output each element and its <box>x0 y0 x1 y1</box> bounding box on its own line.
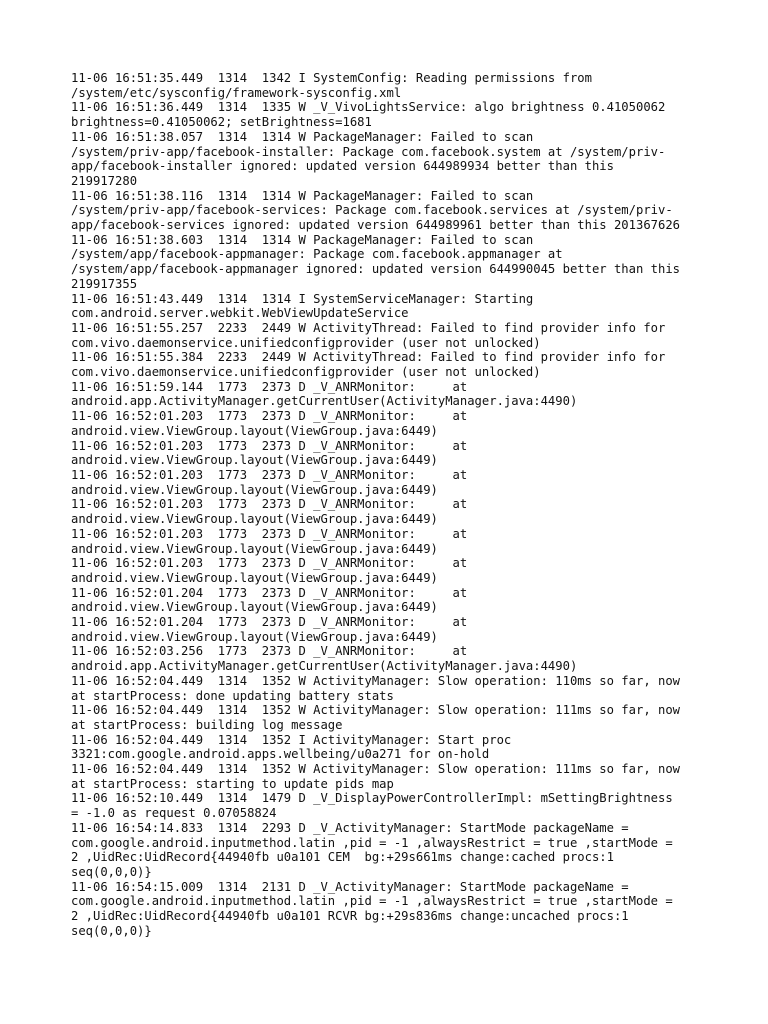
log-line: android.view.ViewGroup.layout(ViewGroup.java:6449) <box>71 600 438 615</box>
log-line: 2 ,UidRec:UidRecord{44940fb u0a101 RCVR bg:+29s836ms change:uncached procs:1 <box>71 909 629 924</box>
log-line: /system/app/facebook-appmanager ignored: updated version 644990045 better than this <box>71 262 681 277</box>
log-line: 11-06 16:51:38.603 1314 1314 W PackageManager: Failed to scan <box>71 232 534 247</box>
log-line: 219917355 <box>71 276 138 291</box>
log-line: at startProcess: building log message <box>71 717 343 732</box>
log-line: 11-06 16:52:10.449 1314 1479 D _V_DisplayPowerControllerImpl: mSettingBrightness <box>71 791 673 806</box>
log-line: android.view.ViewGroup.layout(ViewGroup.java:6449) <box>71 570 438 585</box>
log-line: android.view.ViewGroup.layout(ViewGroup.java:6449) <box>71 482 438 497</box>
log-line: android.view.ViewGroup.layout(ViewGroup.java:6449) <box>71 541 438 556</box>
log-line: android.app.ActivityManager.getCurrentUser(ActivityManager.java:4490) <box>71 659 578 674</box>
log-line: at startProcess: starting to update pids map <box>71 776 394 791</box>
log-line: 11-06 16:54:15.009 1314 2131 D _V_ActivityManager: StartMode packageName = <box>71 879 629 894</box>
log-line: com.vivo.daemonservice.unifiedconfigprovider (user not unlocked) <box>71 335 541 350</box>
log-line: /system/etc/sysconfig/framework-sysconfig.xml <box>71 85 402 100</box>
log-line: /system/priv-app/facebook-services: Package com.facebook.services at /system/priv- <box>71 203 673 218</box>
log-line: android.view.ViewGroup.layout(ViewGroup.java:6449) <box>71 423 438 438</box>
log-line: 11-06 16:51:55.384 2233 2449 W ActivityThread: Failed to find provider info for <box>71 350 666 365</box>
log-line: 2 ,UidRec:UidRecord{44940fb u0a101 CEM bg:+29s661ms change:cached procs:1 <box>71 850 614 865</box>
log-line: 11-06 16:51:38.116 1314 1314 W PackageManager: Failed to scan <box>71 188 534 203</box>
log-line: 11-06 16:51:55.257 2233 2449 W ActivityThread: Failed to find provider info for <box>71 320 666 335</box>
log-line: 11-06 16:52:04.449 1314 1352 W ActivityManager: Slow operation: 110ms so far, now <box>71 673 681 688</box>
log-line: com.android.server.webkit.WebViewUpdateService <box>71 306 409 321</box>
log-line: = -1.0 as request 0.07058824 <box>71 806 277 821</box>
log-line: 11-06 16:52:01.203 1773 2373 D _V_ANRMonitor: at <box>71 526 468 541</box>
log-line: app/facebook-installer ignored: updated version 644989934 better than this <box>71 159 614 174</box>
log-line: 11-06 16:51:38.057 1314 1314 W PackageManager: Failed to scan <box>71 129 534 144</box>
log-line: 11-06 16:51:59.144 1773 2373 D _V_ANRMonitor: at <box>71 379 468 394</box>
log-line: /system/app/facebook-appmanager: Package com.facebook.appmanager at <box>71 247 563 262</box>
log-line: 11-06 16:52:03.256 1773 2373 D _V_ANRMonitor: at <box>71 644 468 659</box>
log-line: brightness=0.41050062; setBrightness=1681 <box>71 115 372 130</box>
log-text <box>71 71 711 938</box>
log-line: 219917280 <box>71 173 138 188</box>
log-line: 11-06 16:52:04.449 1314 1352 I ActivityManager: Start proc <box>71 732 512 747</box>
log-line: 11-06 16:52:01.203 1773 2373 D _V_ANRMonitor: at <box>71 409 468 424</box>
log-line: android.view.ViewGroup.layout(ViewGroup.java:6449) <box>71 512 438 527</box>
log-line: 11-06 16:52:04.449 1314 1352 W ActivityManager: Slow operation: 111ms so far, now <box>71 762 681 777</box>
log-document <box>71 71 711 938</box>
log-line: /system/priv-app/facebook-installer: Package com.facebook.system at /system/priv- <box>71 144 666 159</box>
log-line: com.google.android.inputmethod.latin ,pid = -1 ,alwaysRestrict = true ,startMode = <box>71 835 673 850</box>
log-line: 11-06 16:52:01.204 1773 2373 D _V_ANRMonitor: at <box>71 615 468 630</box>
log-line: android.app.ActivityManager.getCurrentUser(ActivityManager.java:4490) <box>71 394 578 409</box>
log-line: 11-06 16:52:01.203 1773 2373 D _V_ANRMonitor: at <box>71 497 468 512</box>
log-line: 11-06 16:52:01.204 1773 2373 D _V_ANRMonitor: at <box>71 585 468 600</box>
log-line: 11-06 16:52:01.203 1773 2373 D _V_ANRMonitor: at <box>71 467 468 482</box>
log-line: 11-06 16:52:01.203 1773 2373 D _V_ANRMonitor: at <box>71 438 468 453</box>
log-line: com.vivo.daemonservice.unifiedconfigprovider (user not unlocked) <box>71 365 541 380</box>
log-line: seq(0,0,0)} <box>71 864 152 879</box>
log-line: 11-06 16:52:01.203 1773 2373 D _V_ANRMonitor: at <box>71 556 468 571</box>
log-line: android.view.ViewGroup.layout(ViewGroup.java:6449) <box>71 629 438 644</box>
log-line: 11-06 16:51:35.449 1314 1342 I SystemConfig: Reading permissions from <box>71 71 592 85</box>
log-line: android.view.ViewGroup.layout(ViewGroup.java:6449) <box>71 453 438 468</box>
log-line: 11-06 16:51:36.449 1314 1335 W _V_VivoLightsService: algo brightness 0.41050062 <box>71 100 666 115</box>
log-line: app/facebook-services ignored: updated version 644989961 better than this 201367626 <box>71 218 681 233</box>
log-line: 11-06 16:54:14.833 1314 2293 D _V_ActivityManager: StartMode packageName = <box>71 820 629 835</box>
log-line: 11-06 16:51:43.449 1314 1314 I SystemServiceManager: Starting <box>71 291 534 306</box>
log-line: at startProcess: done updating battery stats <box>71 688 394 703</box>
log-line: 11-06 16:52:04.449 1314 1352 W ActivityManager: Slow operation: 111ms so far, now <box>71 703 681 718</box>
log-line: seq(0,0,0)} <box>71 923 152 938</box>
log-line: 3321:com.google.android.apps.wellbeing/u0a271 for on-hold <box>71 747 490 762</box>
log-line: com.google.android.inputmethod.latin ,pid = -1 ,alwaysRestrict = true ,startMode = <box>71 894 673 909</box>
